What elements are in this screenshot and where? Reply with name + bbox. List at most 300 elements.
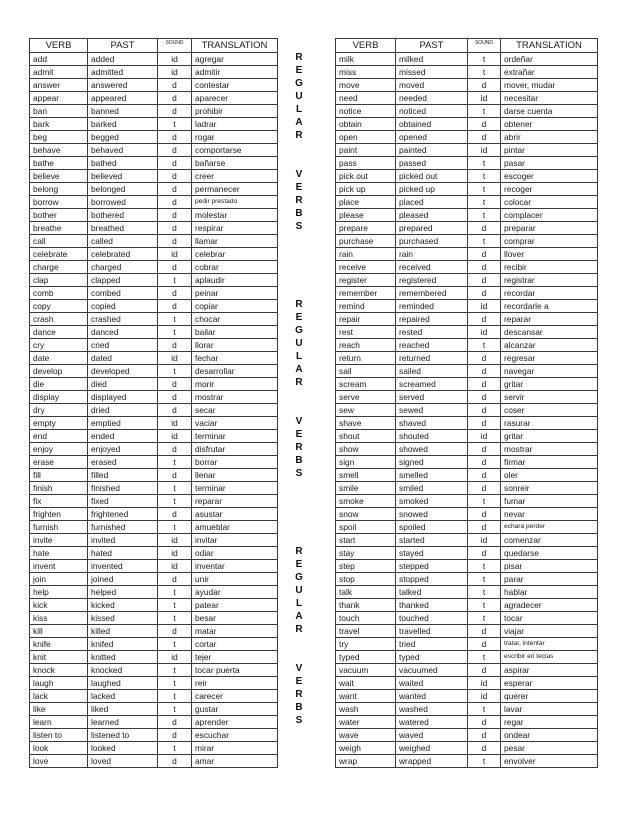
past-cell: remembered — [396, 287, 468, 300]
sound-cell: d — [468, 456, 501, 469]
sound-cell: d — [468, 248, 501, 261]
past-cell: stopped — [396, 573, 468, 586]
past-cell: belonged — [88, 183, 158, 196]
verb-cell: frighten — [30, 508, 88, 521]
verb-row — [336, 378, 598, 391]
past-cell: erased — [88, 456, 158, 469]
translation-cell: bailar — [192, 326, 278, 339]
verb-row — [30, 443, 278, 456]
verb-cell: please — [336, 209, 396, 222]
sound-cell: id — [468, 326, 501, 339]
translation-cell: amueblar — [192, 521, 278, 534]
sound-cell: id — [158, 547, 192, 560]
verb-row — [336, 664, 598, 677]
verb-cell: hate — [30, 547, 88, 560]
past-cell: picked up — [396, 183, 468, 196]
verb-cell: learn — [30, 716, 88, 729]
verb-row — [30, 521, 278, 534]
verb-row — [30, 92, 278, 105]
past-cell: sewed — [396, 404, 468, 417]
verb-cell: cry — [30, 339, 88, 352]
verb-cell: fill — [30, 469, 88, 482]
translation-cell: pisar — [501, 560, 598, 573]
translation-cell: agregar — [192, 53, 278, 66]
translation-cell: morir — [192, 378, 278, 391]
verb-cell: finish — [30, 482, 88, 495]
translation-cell: viajar — [501, 625, 598, 638]
verb-row — [30, 105, 278, 118]
sound-cell: d — [468, 742, 501, 755]
translation-cell: llamar — [192, 235, 278, 248]
verb-row — [30, 456, 278, 469]
verb-cell: copy — [30, 300, 88, 313]
past-cell: fixed — [88, 495, 158, 508]
verb-row — [30, 547, 278, 560]
header-verb: VERB — [30, 39, 88, 53]
verb-row — [336, 118, 598, 131]
verb-cell: stop — [336, 573, 396, 586]
translation-cell: ondear — [501, 729, 598, 742]
past-cell: answered — [88, 79, 158, 92]
verb-cell: kick — [30, 599, 88, 612]
header-past: PAST — [88, 39, 158, 53]
verb-cell: knock — [30, 664, 88, 677]
verb-row — [336, 144, 598, 157]
sound-cell: d — [468, 352, 501, 365]
sound-cell: t — [158, 599, 192, 612]
verb-cell: dry — [30, 404, 88, 417]
verb-row — [336, 105, 598, 118]
translation-cell: mostrar — [192, 391, 278, 404]
sound-cell: d — [468, 469, 501, 482]
vertical-label-regular-3 — [288, 545, 310, 636]
past-cell: filled — [88, 469, 158, 482]
verb-row — [30, 612, 278, 625]
verb-cell: snow — [336, 508, 396, 521]
sound-cell: d — [468, 313, 501, 326]
translation-cell: querer — [501, 690, 598, 703]
translation-cell: registrar — [501, 274, 598, 287]
verb-row — [30, 729, 278, 742]
verb-cell: bark — [30, 118, 88, 131]
verb-row — [336, 599, 598, 612]
vertical-letter: V — [295, 663, 303, 674]
verb-cell: join — [30, 573, 88, 586]
sound-cell: d — [468, 664, 501, 677]
verb-row — [336, 651, 598, 664]
vertical-letter: E — [295, 429, 303, 440]
sound-cell: d — [158, 183, 192, 196]
translation-cell: fechar — [192, 352, 278, 365]
past-cell: waved — [396, 729, 468, 742]
translation-cell: carecer — [192, 690, 278, 703]
past-cell: charged — [88, 261, 158, 274]
past-cell: touched — [396, 612, 468, 625]
verb-cell: love — [30, 755, 88, 768]
translation-cell: admitir — [192, 66, 278, 79]
past-cell: knifed — [88, 638, 158, 651]
sound-cell: t — [468, 339, 501, 352]
verb-row — [336, 339, 598, 352]
vertical-letter: A — [295, 611, 303, 622]
translation-cell: gritar — [501, 378, 598, 391]
verb-cell: want — [336, 690, 396, 703]
verb-cell: add — [30, 53, 88, 66]
verb-cell: pick out — [336, 170, 396, 183]
verb-cell: call — [30, 235, 88, 248]
translation-cell: disfrutar — [192, 443, 278, 456]
past-cell: died — [88, 378, 158, 391]
translation-cell: odiar — [192, 547, 278, 560]
vertical-label-verbs-2 — [288, 415, 310, 480]
translation-cell: escuchar — [192, 729, 278, 742]
past-cell: prepared — [396, 222, 468, 235]
past-cell: kicked — [88, 599, 158, 612]
verb-row — [30, 222, 278, 235]
verb-row — [30, 716, 278, 729]
verb-row — [30, 209, 278, 222]
verb-cell: spoil — [336, 521, 396, 534]
translation-cell: reparar — [501, 313, 598, 326]
translation-cell: ordeñar — [501, 53, 598, 66]
verb-cell: laugh — [30, 677, 88, 690]
sound-cell: id — [158, 430, 192, 443]
past-cell: borrowed — [88, 196, 158, 209]
vertical-letter: A — [295, 364, 303, 375]
verb-row — [30, 144, 278, 157]
verb-cell: kill — [30, 625, 88, 638]
translation-cell: parar — [501, 573, 598, 586]
verb-cell: fix — [30, 495, 88, 508]
sound-cell: id — [158, 66, 192, 79]
translation-cell: necesitar — [501, 92, 598, 105]
verb-row — [30, 235, 278, 248]
verb-row — [336, 183, 598, 196]
vertical-letter: U — [295, 91, 303, 102]
past-cell: washed — [396, 703, 468, 716]
verb-cell: smile — [336, 482, 396, 495]
past-cell: watered — [396, 716, 468, 729]
translation-cell: descansar — [501, 326, 598, 339]
past-cell: sailed — [396, 365, 468, 378]
past-cell: crashed — [88, 313, 158, 326]
translation-cell: lavar — [501, 703, 598, 716]
verb-row — [336, 703, 598, 716]
verb-cell: touch — [336, 612, 396, 625]
translation-cell: cobrar — [192, 261, 278, 274]
past-cell: wanted — [396, 690, 468, 703]
past-cell: thanked — [396, 599, 468, 612]
verb-cell: listen to — [30, 729, 88, 742]
translation-cell: navegar — [501, 365, 598, 378]
sound-cell: id — [158, 417, 192, 430]
past-cell: appeared — [88, 92, 158, 105]
verb-row — [336, 430, 598, 443]
verb-cell: wait — [336, 677, 396, 690]
verb-cell: register — [336, 274, 396, 287]
vertical-letter: R — [295, 546, 303, 557]
translation-cell: reparar — [192, 495, 278, 508]
verb-cell: charge — [30, 261, 88, 274]
translation-cell: aprender — [192, 716, 278, 729]
past-cell: started — [396, 534, 468, 547]
header-verb: VERB — [336, 39, 396, 53]
verb-cell: remember — [336, 287, 396, 300]
vertical-label-verbs-3 — [288, 662, 310, 727]
left-table-body — [30, 53, 278, 768]
sound-cell: d — [158, 391, 192, 404]
header-translation: TRANSLATION — [192, 39, 278, 53]
sound-cell: d — [468, 638, 501, 651]
sound-cell: d — [158, 209, 192, 222]
sound-cell: id — [468, 144, 501, 157]
sound-cell: t — [158, 612, 192, 625]
past-cell: placed — [396, 196, 468, 209]
sound-cell: t — [158, 456, 192, 469]
sound-cell: t — [468, 157, 501, 170]
header-past: PAST — [396, 39, 468, 53]
sound-cell: id — [158, 534, 192, 547]
verb-cell: smell — [336, 469, 396, 482]
verb-cell: start — [336, 534, 396, 547]
translation-cell: fumar — [501, 495, 598, 508]
verb-row — [30, 586, 278, 599]
verb-cell: talk — [336, 586, 396, 599]
translation-cell: hablar — [501, 586, 598, 599]
vertical-letter: R — [295, 442, 303, 453]
verb-row — [30, 404, 278, 417]
translation-cell: llover — [501, 248, 598, 261]
past-cell: knitted — [88, 651, 158, 664]
vertical-label-regular-1 — [288, 51, 310, 142]
verb-cell: shave — [336, 417, 396, 430]
translation-cell: celebrar — [192, 248, 278, 261]
verb-row — [30, 326, 278, 339]
verb-cell: end — [30, 430, 88, 443]
verb-cell: receive — [336, 261, 396, 274]
verb-row — [336, 157, 598, 170]
verb-cell: wash — [336, 703, 396, 716]
past-cell: returned — [396, 352, 468, 365]
verb-cell: date — [30, 352, 88, 365]
vertical-letter: B — [295, 455, 303, 466]
verb-cell: kiss — [30, 612, 88, 625]
verb-row — [336, 560, 598, 573]
past-cell: opened — [396, 131, 468, 144]
translation-cell: quedarse — [501, 547, 598, 560]
verb-cell: lack — [30, 690, 88, 703]
verb-cell: paint — [336, 144, 396, 157]
sound-cell: id — [158, 53, 192, 66]
sound-cell: t — [468, 196, 501, 209]
verb-row — [336, 352, 598, 365]
sound-cell: d — [468, 417, 501, 430]
sound-cell: t — [158, 118, 192, 131]
translation-cell: creer — [192, 170, 278, 183]
verb-cell: believe — [30, 170, 88, 183]
past-cell: served — [396, 391, 468, 404]
translation-cell: permanecer — [192, 183, 278, 196]
verb-cell: knife — [30, 638, 88, 651]
vertical-letter: E — [295, 65, 303, 76]
translation-cell: llorar — [192, 339, 278, 352]
past-cell: developed — [88, 365, 158, 378]
verb-row — [336, 300, 598, 313]
past-cell: banned — [88, 105, 158, 118]
right-header-row — [336, 39, 598, 53]
verb-cell: show — [336, 443, 396, 456]
verb-cell: display — [30, 391, 88, 404]
sound-cell: t — [468, 66, 501, 79]
vertical-letter: R — [295, 689, 303, 700]
verb-cell: stay — [336, 547, 396, 560]
past-cell: wrapped — [396, 755, 468, 768]
verb-row — [336, 742, 598, 755]
translation-cell: molestar — [192, 209, 278, 222]
vertical-letter: U — [295, 585, 303, 596]
translation-cell: inventar — [192, 560, 278, 573]
verb-cell: admit — [30, 66, 88, 79]
translation-cell: terminar — [192, 482, 278, 495]
verb-row — [336, 677, 598, 690]
past-cell: received — [396, 261, 468, 274]
translation-cell: rogar — [192, 131, 278, 144]
verb-row — [336, 690, 598, 703]
verb-row — [30, 79, 278, 92]
translation-cell: pintar — [501, 144, 598, 157]
verb-row — [30, 248, 278, 261]
past-cell: called — [88, 235, 158, 248]
translation-cell: mirar — [192, 742, 278, 755]
translation-cell: ayudar — [192, 586, 278, 599]
sound-cell: d — [468, 274, 501, 287]
past-cell: bothered — [88, 209, 158, 222]
past-cell: displayed — [88, 391, 158, 404]
translation-cell: borrar — [192, 456, 278, 469]
sound-cell: id — [468, 430, 501, 443]
sound-cell: d — [158, 573, 192, 586]
translation-cell: envolver — [501, 755, 598, 768]
verb-cell: invent — [30, 560, 88, 573]
translation-cell: unir — [192, 573, 278, 586]
past-cell: killed — [88, 625, 158, 638]
sound-cell: d — [468, 482, 501, 495]
past-cell: showed — [396, 443, 468, 456]
verb-cell: wrap — [336, 755, 396, 768]
translation-cell: preparar — [501, 222, 598, 235]
past-cell: learned — [88, 716, 158, 729]
sound-cell: t — [158, 742, 192, 755]
translation-cell: aplaudir — [192, 274, 278, 287]
verb-row — [336, 586, 598, 599]
past-cell: bathed — [88, 157, 158, 170]
past-cell: pleased — [396, 209, 468, 222]
past-cell: admitted — [88, 66, 158, 79]
left-header-row — [30, 39, 278, 53]
verb-row — [336, 66, 598, 79]
verb-cell: open — [336, 131, 396, 144]
sound-cell: t — [158, 326, 192, 339]
verb-row — [30, 391, 278, 404]
verb-cell: crash — [30, 313, 88, 326]
verb-row — [30, 157, 278, 170]
past-cell: travelled — [396, 625, 468, 638]
verb-row — [30, 274, 278, 287]
past-cell: frightened — [88, 508, 158, 521]
translation-cell: colocar — [501, 196, 598, 209]
verb-cell: develop — [30, 365, 88, 378]
past-cell: weighed — [396, 742, 468, 755]
translation-cell: recordar — [501, 287, 598, 300]
verb-cell: sail — [336, 365, 396, 378]
past-cell: rested — [396, 326, 468, 339]
translation-cell: gustar — [192, 703, 278, 716]
past-cell: invented — [88, 560, 158, 573]
verb-row — [336, 469, 598, 482]
sound-cell: t — [468, 170, 501, 183]
translation-cell: comprar — [501, 235, 598, 248]
sound-cell: id — [468, 677, 501, 690]
verb-cell: empty — [30, 417, 88, 430]
sound-cell: id — [468, 690, 501, 703]
translation-cell: pesar — [501, 742, 598, 755]
sound-cell: t — [158, 703, 192, 716]
verb-cell: remind — [336, 300, 396, 313]
past-cell: typed — [396, 651, 468, 664]
translation-cell: escribir en teclas — [501, 651, 598, 664]
sound-cell: d — [158, 131, 192, 144]
translation-cell: regresar — [501, 352, 598, 365]
sound-cell: id — [468, 300, 501, 313]
sound-cell: d — [158, 469, 192, 482]
translation-cell: gritar — [501, 430, 598, 443]
translation-cell: complacer — [501, 209, 598, 222]
sound-cell: t — [468, 651, 501, 664]
verb-cell: step — [336, 560, 396, 573]
vertical-letter: E — [295, 559, 303, 570]
past-cell: finished — [88, 482, 158, 495]
verb-row — [336, 131, 598, 144]
verb-row — [336, 235, 598, 248]
past-cell: passed — [396, 157, 468, 170]
translation-cell: tocar puerta — [192, 664, 278, 677]
verb-row — [30, 378, 278, 391]
past-cell: kissed — [88, 612, 158, 625]
verb-row — [336, 170, 598, 183]
past-cell: spoiled — [396, 521, 468, 534]
verb-cell: typed — [336, 651, 396, 664]
sound-cell: d — [468, 729, 501, 742]
verb-row — [336, 534, 598, 547]
sound-cell: d — [158, 755, 192, 768]
header-sound: SOUND — [158, 39, 192, 53]
sound-cell: d — [468, 391, 501, 404]
past-cell: talked — [396, 586, 468, 599]
verb-cell: furnish — [30, 521, 88, 534]
verb-row — [30, 625, 278, 638]
verb-cell: milk — [336, 53, 396, 66]
past-cell: tried — [396, 638, 468, 651]
verb-cell: wave — [336, 729, 396, 742]
verb-cell: beg — [30, 131, 88, 144]
verb-row — [30, 482, 278, 495]
past-cell: snowed — [396, 508, 468, 521]
verb-row — [30, 417, 278, 430]
past-cell: knocked — [88, 664, 158, 677]
sound-cell: d — [468, 443, 501, 456]
verb-row — [336, 196, 598, 209]
past-cell: vacuumed — [396, 664, 468, 677]
